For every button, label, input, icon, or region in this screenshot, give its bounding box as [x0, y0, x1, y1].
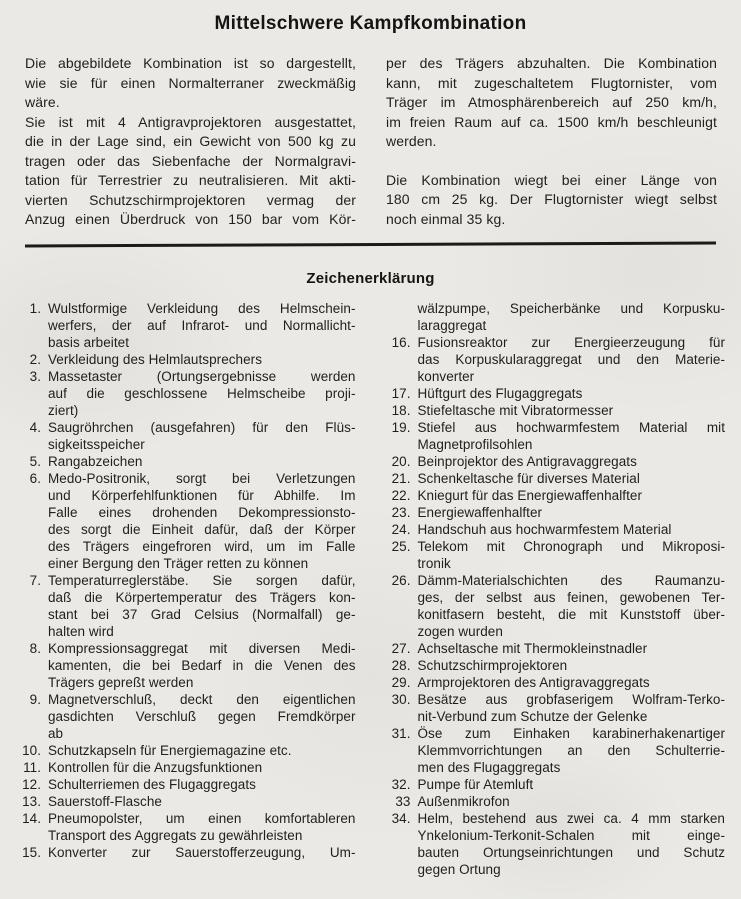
text-line: Massetaster (Ortungsergebnisse werden — [48, 368, 356, 384]
legend-item-text — [48, 351, 356, 368]
text-line: 180 cm 25 kg. Der Flugtornister wiegt selbst — [386, 191, 717, 207]
legend-item — [382, 419, 726, 453]
text-line: daß die Körpertemperatur des Trägers kon- — [48, 589, 356, 605]
text-line: Achseltasche mit Thermokleinstnadler — [417, 640, 648, 656]
legend-item — [382, 691, 726, 725]
section-divider-rule — [25, 241, 716, 247]
text-line: Sauerstoff-Flasche — [48, 793, 162, 809]
legend-item-number — [382, 300, 418, 334]
legend-item-text — [418, 810, 726, 878]
text-line: Telekom mit Chronograph und Mikroposi- — [417, 538, 725, 554]
legend-item-number: 14. — [22, 810, 41, 826]
text-line: bauten Ortungseinrichtungen und Schutz — [417, 844, 725, 860]
legend-item-number: 6. — [29, 470, 41, 486]
legend-item — [382, 657, 726, 674]
text-line: Armprojektoren des Antigravaggregats — [417, 674, 650, 690]
text-line: Stiefel aus hochwarmfestem Material mit — [417, 419, 725, 435]
legend-item — [12, 776, 356, 793]
legend-column-right — [382, 300, 726, 878]
legend-item-number: 17. — [391, 385, 411, 401]
legend-item-number: 20. — [391, 453, 411, 469]
legend-item-text — [48, 470, 356, 572]
text-line: werden. — [386, 133, 437, 149]
legend-item-text — [418, 657, 726, 674]
document-page — [0, 13, 741, 878]
legend-item-text — [418, 487, 726, 504]
intro-paragraph — [25, 113, 356, 230]
legend-item-number: 30. — [391, 691, 411, 707]
text-line: Falle eines drohenden Dekompressionsto- — [48, 504, 356, 520]
intro-paragraph — [386, 171, 717, 230]
legend-item — [12, 844, 356, 861]
legend-item — [382, 538, 726, 572]
text-line: noch einmal 35 kg. — [386, 210, 506, 227]
legend-item — [382, 725, 726, 776]
legend-section — [0, 300, 741, 878]
text-line: Konverter zur Sauerstofferzeugung, Um- — [48, 844, 356, 860]
text-line: Verkleidung des Helmlautsprechers — [48, 351, 263, 367]
legend-item-text — [48, 453, 356, 470]
text-line: Transport des Aggregats zu gewährleisten — [48, 827, 303, 843]
legend-item-number: 29. — [391, 674, 411, 690]
legend-item-text — [48, 691, 356, 742]
legend-item — [12, 691, 356, 742]
text-line: Außenmikrofon — [417, 793, 510, 809]
text-line: konverter — [417, 368, 475, 384]
legend-item — [12, 368, 356, 419]
text-line: laraggregat — [417, 317, 487, 333]
legend-item-text — [418, 572, 726, 640]
legend-item-text — [418, 334, 726, 385]
legend-item — [382, 453, 726, 470]
text-line: Schutzkapseln für Energiemagazine etc. — [48, 742, 292, 758]
text-line: Medo-Positronik, sorgt bei Verletzungen — [48, 470, 356, 486]
legend-item — [382, 334, 726, 385]
text-line: Sie ist mit 4 Antigravprojektoren ausgestattet, — [25, 113, 356, 130]
text-line: Rangabzeichen — [48, 453, 143, 469]
text-line: auf die geschlossene Helmscheibe proji- — [48, 385, 356, 401]
intro-column-right — [386, 54, 717, 230]
text-line: kann, mit zugeschaltetem Flugtornister, vom — [386, 74, 717, 91]
text-line: zogen wurden — [417, 623, 503, 639]
text-line: Kniegurt für das Energiewaffenhalfter — [417, 487, 642, 503]
legend-item-number: 32. — [391, 776, 411, 792]
text-line: nit-Verbund zum Schutze der Gelenke — [417, 708, 648, 724]
text-line: wäre. — [25, 94, 60, 110]
legend-item-number: 8. — [29, 640, 41, 656]
legend-item-text — [418, 725, 726, 776]
legend-item — [12, 470, 356, 572]
legend-item-number: 10. — [22, 742, 41, 758]
text-line: Träger im Atmosphärenbereich auf 250 km/h, — [386, 94, 717, 110]
legend-item-number: 24. — [391, 521, 411, 537]
legend-item-text — [418, 385, 726, 402]
legend-item-number: 9. — [29, 691, 41, 707]
legend-item — [382, 470, 726, 487]
text-line: Öse zum Einhaken karabinerhakenartiger — [417, 725, 725, 741]
text-line: sigkeitsspeicher — [48, 436, 145, 452]
legend-item-text — [48, 419, 356, 453]
legend-item-number: 11. — [23, 759, 41, 775]
legend-item-number: 7. — [29, 572, 41, 588]
legend-column-left — [12, 300, 356, 878]
text-line: Kontrollen für die Anzugsfunktionen — [48, 759, 263, 775]
legend-item-number: 33 — [395, 793, 411, 809]
legend-item-text — [418, 402, 726, 419]
legend-item-text — [418, 300, 726, 334]
text-line: einer Bergung den Träger retten zu können — [48, 555, 309, 571]
text-line: gegen Ortung — [417, 861, 501, 877]
text-line: konitfasern besteht, die mit Kunststoff über- — [417, 606, 725, 622]
text-line: kamenten, die bei Bedarf in die Venen des — [48, 657, 356, 673]
legend-item — [12, 810, 356, 844]
legend-item-number: 31. — [391, 725, 411, 741]
text-line: des sorgt die Einheit dafür, daß der Körper — [48, 521, 356, 537]
text-line: im freien Raum auf ca. 1500 km/h beschleunigt — [386, 113, 717, 130]
intro-section — [0, 35, 741, 230]
legend-item — [382, 521, 726, 538]
legend-item-number: 18. — [391, 402, 411, 418]
text-line: halten wird — [48, 623, 114, 639]
legend-item-text — [48, 572, 356, 640]
legend-item-number: 2. — [29, 351, 41, 367]
legend-item — [382, 793, 726, 810]
legend-item-continuation — [382, 300, 726, 334]
legend-item — [12, 793, 356, 810]
text-line: basis arbeitet — [48, 334, 129, 350]
text-line: Hüftgurt des Flugaggregats — [417, 385, 583, 401]
text-line: stant bei 37 Grad Celsius (Normalfall) ge- — [48, 606, 356, 622]
legend-item-text — [418, 521, 726, 538]
legend-item-number: 27. — [391, 640, 411, 656]
legend-item-number: 23. — [391, 504, 411, 520]
legend-item — [382, 776, 726, 793]
legend-item — [12, 453, 356, 470]
text-line: Schutzschirmprojektoren — [417, 657, 568, 673]
text-line: Pumpe für Atemluft — [417, 776, 534, 792]
legend-item-text — [48, 640, 356, 691]
text-line: gasdichten Verschluß gegen Fremdkörper — [48, 708, 356, 724]
text-line: Wulstformige Verkleidung des Helmschein- — [48, 300, 356, 316]
legend-item-number: 13. — [22, 793, 41, 809]
legend-item-number: 21. — [391, 470, 411, 486]
legend-item-text — [418, 793, 726, 810]
text-line: ges, der selbst aus feinen, gewobenen Ter- — [417, 589, 725, 605]
legend-item — [12, 419, 356, 453]
text-line: Pneumopolster, um einen komfortableren — [48, 810, 356, 826]
text-line: men des Flugaggregats — [417, 759, 561, 775]
text-line: Besätze aus grobfaserigem Wolfram-Terko- — [417, 691, 725, 707]
text-line: Ynkelonium-Terkonit-Schalen mit einge- — [417, 827, 725, 843]
legend-item-text — [418, 453, 726, 470]
legend-item-text — [48, 810, 356, 844]
intro-paragraph — [386, 54, 717, 152]
legend-item-number: 15. — [22, 844, 41, 860]
legend-item — [382, 810, 726, 878]
legend-item — [382, 640, 726, 657]
legend-item-number: 1. — [29, 300, 41, 316]
legend-item-text — [418, 470, 726, 487]
intro-column-left — [25, 54, 356, 230]
legend-item-text — [48, 300, 356, 351]
legend-item-number: 19. — [391, 419, 411, 435]
legend-heading: Zeichenerklärung — [306, 269, 435, 287]
legend-item-text — [418, 640, 726, 657]
legend-item-text — [48, 844, 356, 861]
legend-item-text — [418, 538, 726, 572]
legend-item-number: 5. — [29, 453, 41, 469]
text-line: ab — [48, 725, 64, 741]
text-line: Saugröhrchen (ausgefahren) für den Flüs- — [48, 419, 356, 435]
legend-item — [382, 385, 726, 402]
page-title: Mittelschwere Kampfkombination — [214, 13, 527, 34]
legend-item — [12, 640, 356, 691]
text-line: Klemmvorrichtungen an den Schulterrie- — [417, 742, 725, 758]
text-line: Temperaturreglerstäbe. Sie sorgen dafür, — [48, 572, 356, 588]
text-line: des Trägers eingefroren wird, um im Falle — [48, 538, 356, 554]
legend-item — [12, 300, 356, 351]
legend-item-text — [418, 776, 726, 793]
text-line: Beinprojektor des Antigravaggregats — [417, 453, 637, 469]
text-line: vierten Schutzschirmprojektoren vermag der — [25, 191, 356, 208]
text-line: die in der Lage sind, ein Gewicht von 500 kg zu — [25, 133, 356, 149]
legend-item-text — [48, 759, 356, 776]
legend-item-text — [48, 793, 356, 810]
text-line: Handschuh aus hochwarmfestem Material — [417, 521, 672, 537]
text-line: per des Trägers abzuhalten. Die Kombination — [386, 55, 717, 71]
text-line: tation für Terrestrier zu neutralisieren. Mit akti- — [25, 172, 356, 188]
legend-item — [382, 402, 726, 419]
text-line: Stiefeltasche mit Vibratormesser — [417, 402, 614, 418]
legend-item-number: 34. — [391, 810, 411, 826]
text-line: Fusionsreaktor zur Energieerzeugung für — [417, 334, 725, 350]
text-line: Trägers gepreßt werden — [48, 674, 194, 690]
legend-item-text — [418, 674, 726, 691]
legend-item-number: 28. — [391, 657, 411, 673]
legend-item — [12, 351, 356, 368]
legend-item-text — [48, 368, 356, 419]
legend-item-number: 4. — [29, 419, 41, 435]
text-line: wälzpumpe, Speicherbänke und Korpusku- — [417, 300, 725, 316]
text-line: ziert) — [48, 402, 79, 418]
text-line: und Körperfehlfunktionen für Abhilfe. Im — [48, 487, 356, 503]
text-line: tronik — [417, 555, 451, 571]
legend-item — [12, 572, 356, 640]
legend-item-number: 12. — [22, 776, 41, 792]
text-line: Schenkeltasche für diverses Material — [417, 470, 640, 486]
legend-item — [382, 674, 726, 691]
text-line: das Korpuskularaggregat und den Materie- — [417, 351, 725, 367]
legend-item — [382, 487, 726, 504]
legend-item — [12, 742, 356, 759]
legend-item-text — [48, 776, 356, 793]
legend-item — [382, 572, 726, 640]
text-line: Magnetprofilsohlen — [417, 436, 533, 452]
legend-item-text — [418, 504, 726, 521]
text-line: Helm, bestehend aus zwei ca. 4 mm starken — [417, 810, 725, 826]
text-line: wie sie für einen Normalterraner zweckmäßig — [25, 74, 356, 91]
legend-item-text — [418, 419, 726, 453]
text-line: Anzug einen Überdruck von 150 bar vom Kör- — [25, 211, 356, 227]
legend-item-number: 22. — [391, 487, 411, 503]
legend-item-number: 26. — [391, 572, 411, 588]
text-line: Schulterriemen des Flugaggregats — [48, 776, 256, 792]
text-line: Magnetverschluß, deckt den eigentlichen — [48, 691, 356, 707]
text-line: Dämm-Materialschichten des Raumanzu- — [417, 572, 725, 588]
legend-item-number: 3. — [29, 368, 41, 384]
legend-item-text — [48, 742, 356, 759]
text-line: werfers, der auf Infrarot- und Normallicht- — [48, 317, 356, 333]
text-line: Kompressionsaggregat mit diversen Medi- — [48, 640, 356, 656]
intro-paragraph — [25, 54, 356, 113]
legend-item — [382, 504, 726, 521]
legend-item — [12, 759, 356, 776]
text-line: Die Kombination wiegt bei einer Länge von — [386, 171, 717, 188]
text-line: Energiewaffenhalfter — [417, 504, 543, 520]
legend-item-text — [418, 691, 726, 725]
text-line: Die abgebildete Kombination ist so dargestellt, — [25, 55, 356, 71]
legend-item-number: 16. — [391, 334, 411, 350]
text-line: tragen oder das Siebenfache der Normalgravi- — [25, 152, 356, 169]
legend-item-number: 25. — [391, 538, 411, 554]
